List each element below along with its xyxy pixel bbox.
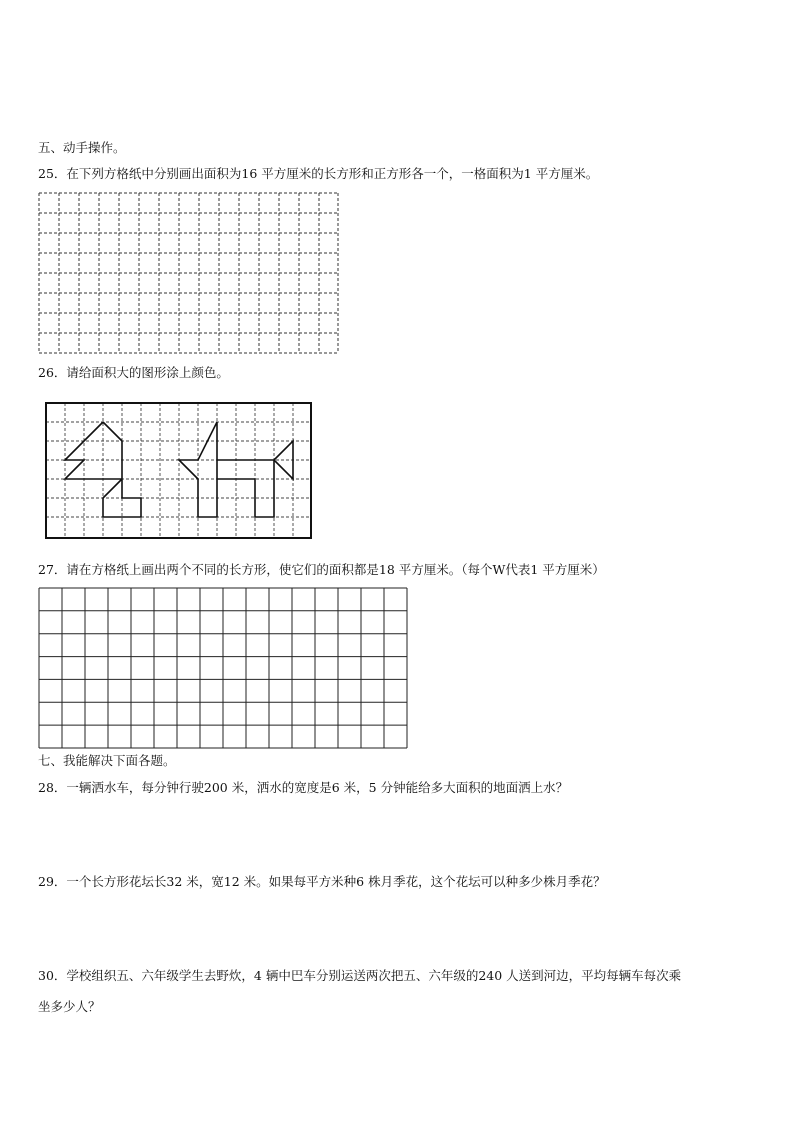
question-30-line-2: 坐多少人？ xyxy=(38,999,101,1014)
section-7-heading: 七、我能解决下面各题。 xyxy=(38,753,176,768)
question-29-text: 29．一个长方形花坛长32 米，宽12 米。如果每平方米种6 株月季花，这个花坛可以种多少株月季花？ xyxy=(38,874,606,889)
question-26-text: 26．请给面积大的图形涂上颜色。 xyxy=(38,365,229,380)
question-27-text: 27．请在方格纸上画出两个不同的长方形，使它们的面积都是18 平方厘米。（每个W代表1 平方厘米） xyxy=(38,562,605,577)
question-28-text: 28．一辆洒水车，每分钟行驶200 米，洒水的宽度是6 米，5 分钟能给多大面积的地面洒上水？ xyxy=(38,780,569,795)
section-5-heading: 五、动手操作。 xyxy=(38,140,126,155)
question-30-line-1: 30．学校组织五、六年级学生去野炊，4 辆中巴车分别运送两次把五、六年级的240 人送到河边，平均每辆车每次乘 xyxy=(38,968,682,983)
solid-grid-q27 xyxy=(38,587,410,749)
shapes-grid-q26 xyxy=(44,401,314,541)
dashed-grid-q25 xyxy=(38,192,340,355)
question-25-text: 25．在下列方格纸中分别画出面积为16 平方厘米的长方形和正方形各一个，一格面积为1 平方厘米。 xyxy=(38,166,599,181)
